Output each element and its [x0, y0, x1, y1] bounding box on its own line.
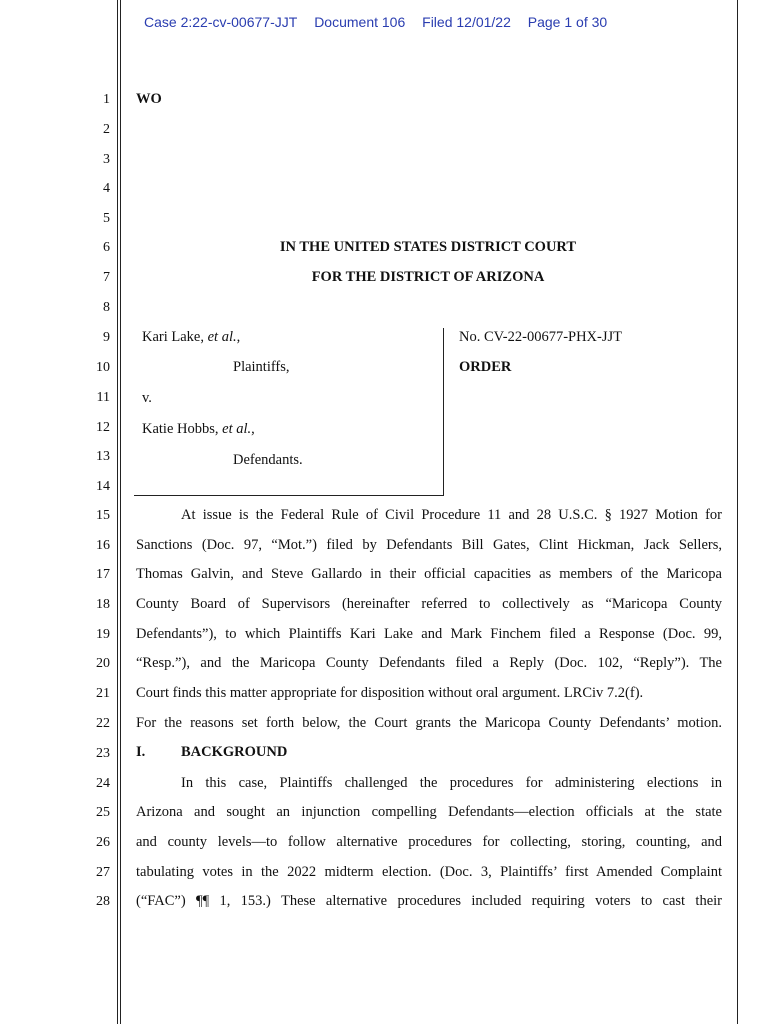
plaintiff-name: Kari Lake,: [142, 329, 208, 345]
header-filed-date: Filed 12/01/22: [422, 14, 511, 30]
line-number: 9: [103, 330, 110, 345]
line-number: 28: [96, 894, 110, 909]
line-number: 5: [103, 211, 110, 226]
ecf-header: [144, 14, 620, 30]
line-number: 26: [96, 835, 110, 850]
line-number: 11: [96, 390, 110, 405]
wo-marker: WO: [136, 91, 162, 107]
court-title-line2: FOR THE DISTRICT OF ARIZONA: [311, 269, 545, 285]
caption-divider-horizontal: [134, 495, 444, 496]
caption-plaintiff: [142, 329, 240, 346]
line-number: 17: [96, 567, 110, 582]
line-number: 12: [96, 420, 110, 435]
line-number: 4: [103, 181, 110, 196]
document-type: ORDER: [459, 359, 512, 375]
line-number: 16: [96, 538, 110, 553]
body-line: Thomas Galvin, and Steve Gallardo in their official capacities as members of the Maricopa: [136, 566, 722, 582]
section-title: BACKGROUND: [181, 744, 288, 760]
body-line: tabulating votes in the 2022 midterm election. (Doc. 3, Plaintiffs’ first Amended Complaint: [136, 864, 722, 880]
line-number: 24: [96, 776, 110, 791]
line-number: 6: [103, 240, 110, 255]
body-line: Sanctions (Doc. 97, “Mot.”) filed by Defendants Bill Gates, Clint Hickman, Jack Sellers,: [136, 537, 722, 553]
line-number: 21: [96, 686, 110, 701]
line-number: 20: [96, 656, 110, 671]
caption-divider-vertical: [443, 328, 444, 496]
caption-plaintiffs-label: Plaintiffs,: [233, 359, 290, 375]
line-number: 15: [96, 508, 110, 523]
body-line: Court finds this matter appropriate for disposition without oral argument. LRCiv 7.2(f).: [136, 685, 644, 701]
body-line: Defendants”), to which Plaintiffs Kari Lake and Mark Finchem filed a Response (Doc. 99,: [136, 626, 722, 642]
line-number: 19: [96, 627, 110, 642]
line-number: 18: [96, 597, 110, 612]
body-line: County Board of Supervisors (hereinafter referred to collectively as “Maricopa County: [136, 596, 722, 612]
plaintiff-et-al: et al.: [207, 329, 237, 345]
line-number: 2: [103, 122, 110, 137]
header-case-number: Case 2:22-cv-00677-JJT: [144, 14, 298, 30]
section-number: I.: [136, 744, 146, 760]
left-margin-rule-outer: [117, 0, 118, 1024]
line-number: 8: [103, 300, 110, 315]
right-margin-rule: [737, 0, 738, 1024]
body-line: In this case, Plaintiffs challenged the procedures for administering elections in: [181, 775, 722, 791]
line-number: 7: [103, 270, 110, 285]
plaintiff-suffix: ,: [236, 329, 241, 345]
line-number: 13: [96, 449, 110, 464]
line-number: 3: [103, 152, 110, 167]
case-number: No. CV-22-00677-PHX-JJT: [459, 329, 622, 345]
line-number: 22: [96, 716, 110, 731]
body-line: For the reasons set forth below, the Court grants the Maricopa County Defendants’ motion.: [136, 715, 722, 731]
body-line: At issue is the Federal Rule of Civil Procedure 11 and 28 U.S.C. § 1927 Motion for: [181, 507, 722, 523]
defendant-name: Katie Hobbs,: [142, 421, 223, 437]
line-number: 10: [96, 360, 110, 375]
body-line: (“FAC”) ¶¶ 1, 153.) These alternative procedures included requiring voters to cast their: [136, 893, 722, 909]
line-number: 1: [103, 92, 110, 107]
defendant-suffix: ,: [251, 421, 255, 437]
caption-defendants-label: Defendants.: [233, 452, 303, 468]
body-line: and county levels—to follow alternative procedures for collecting, storing, counting, and: [136, 834, 722, 850]
caption-versus: v.: [142, 390, 152, 406]
header-document: Document 106: [314, 14, 406, 30]
left-margin-rule-inner: [120, 0, 121, 1024]
line-number: 25: [96, 805, 110, 820]
body-line: “Resp.”), and the Maricopa County Defendants filed a Reply (Doc. 102, “Reply”). The: [136, 655, 722, 671]
caption-defendant: [142, 421, 255, 438]
body-line: Arizona and sought an injunction compelling Defendants—election officials at the state: [136, 804, 722, 820]
line-number: 23: [96, 746, 110, 761]
defendant-et-al: et al.: [222, 421, 252, 437]
header-page: Page 1 of 30: [527, 14, 608, 30]
court-title-line1: IN THE UNITED STATES DISTRICT COURT: [279, 239, 577, 255]
line-number: 14: [96, 479, 110, 494]
line-number: 27: [96, 865, 110, 880]
